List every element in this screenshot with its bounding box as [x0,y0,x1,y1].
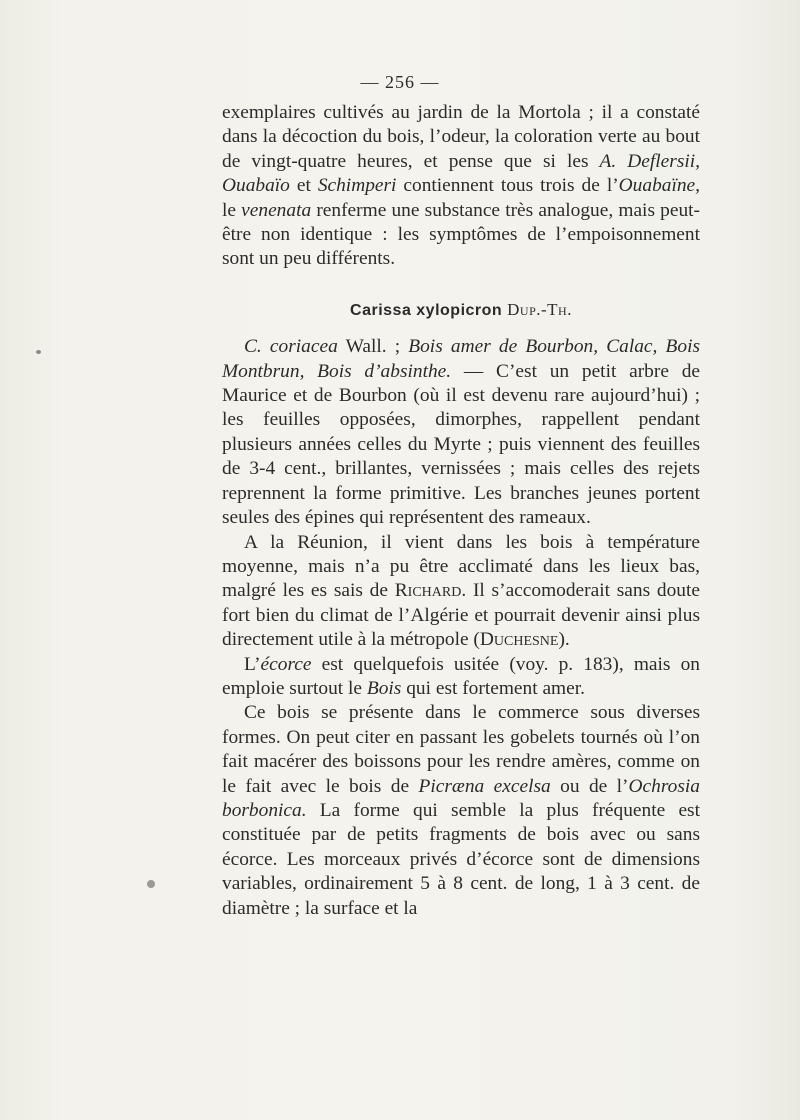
text-run: et [289,175,318,197]
paragraph-synonyms [222,335,700,530]
ink-speck [147,880,155,888]
page-number: — 256 — [360,72,440,92]
text-run: exemplaires cultivés au jardin de la Mortola ; il a constaté dans la décoction du bois, l’odeur, la coloration verte au bout de vingt-quatre heures, et pense que si les [222,102,700,172]
text-run: ou de l’ [550,775,629,797]
text-run: . Il s’accomoderait sans doute fort bien du climat de l’Algérie et pourrait devenir ainsi plus directement utile à la métropole ( [222,580,700,651]
small-caps-name: Richard [394,580,462,602]
text-run: La forme qui semble la plus fréquente est constituée par de petits fragments de bois avec ou sans écorce. Les morceaux privés d’écorce sont de dimensions variables, ordinairement 5 à 8 cent. de long, 1 à 3 cent. de diamètre ; la surface et la [222,799,700,919]
text-run: renferme une substance très analogue, mais peut-être non identique : les symptômes de l’empoisonnement sont un peu différents. [222,199,700,270]
italic-run: écorce [260,653,312,675]
paragraph-ecorce [222,653,700,702]
body-text [222,101,700,921]
paragraph-reunion [222,531,700,653]
species-author: Dup.-Th. [507,299,572,319]
italic-run: Ouabaïne, [618,175,700,197]
italic-run: C. coriacea [244,336,338,358]
text-run: est quelquefois usitée (voy. p. 183), mais on emploie surtout le [222,653,700,699]
text-run: — C’est un petit arbre de Maurice et de Bourbon (où il est devenu rare aujourd’hui) ; les feuilles opposées, dimorphes, rappellent pendant plusieurs années celles du Myrte ; puis viennent des feuilles de 3-4 cent., brillantes, vernissées ; mais celles des rejets reprennent la forme primitive. Les branches jeunes portent seules des épines qui représentent des rameaux. [222,360,700,529]
text-run: A la Réunion, il vient dans les bois à température moyenne, mais n’a pu être acclimaté dans les lieux bas, malgré les es sais de [222,531,700,602]
text-run: qui est fortement amer. [401,677,585,699]
section-heading [222,298,700,323]
species-name: Carissa xylopicron [350,301,503,319]
italic-run: Ochrosia borbonica. [222,775,700,821]
text-run: contiennent tous trois de l’ [396,175,619,197]
italic-run: A. Deflersii, Ouabaïo [222,150,700,197]
italic-run: venenata [241,199,312,221]
italic-run: Bois [366,677,402,699]
ink-speck [36,350,41,354]
italic-run: Picræna excelsa [418,775,551,797]
text-run: ). [558,629,570,651]
paragraph-continuation [222,101,700,272]
text-run: Wall. ; [337,336,409,358]
italic-run: Bois amer de Bourbon, Calac, Bois Montbrun, Bois d’absinthe. [222,336,701,382]
text-run: le [222,199,242,221]
text-run: Ce bois se présente dans le commerce sous diverses formes. On peut citer en passant les gobelets tournés où l’on fait macérer des boissons pour les rendre amères, comme on le fait avec le bois de [222,702,700,797]
small-caps-name: Duchesne [479,629,559,651]
italic-run: Schimperi [317,175,397,197]
paragraph-commerce [222,701,700,921]
text-run: L’ [244,653,261,675]
